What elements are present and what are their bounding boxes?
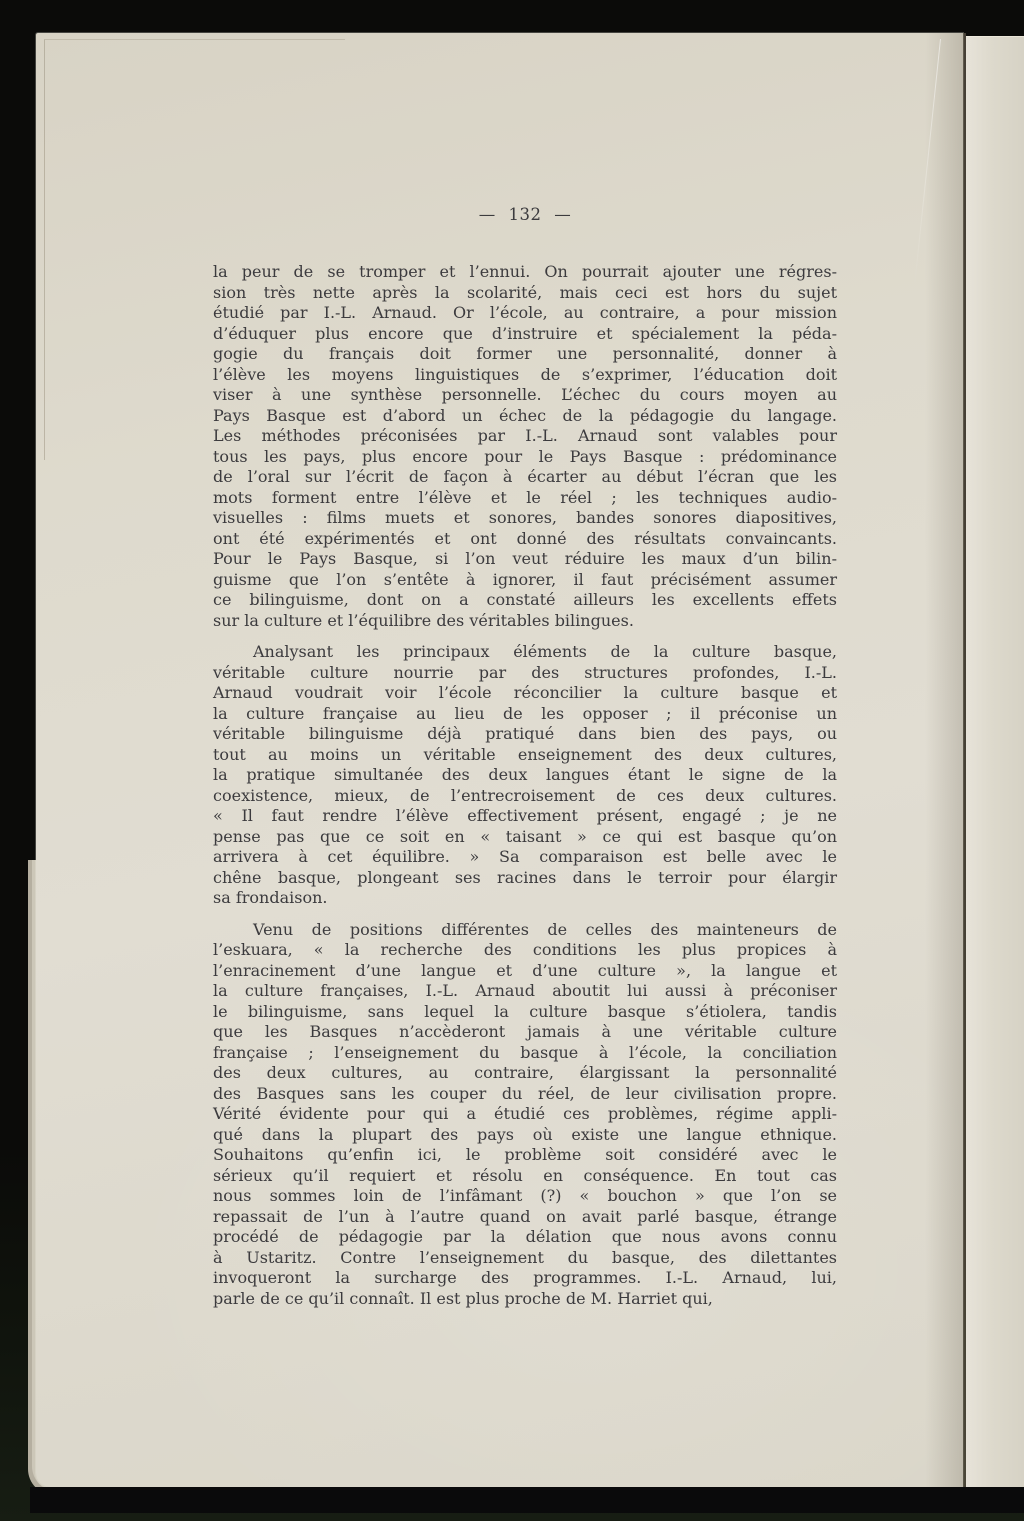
text-line: des Basques sans les couper du réel, de leur civilisation propre. bbox=[213, 1083, 837, 1103]
text-line: la pratique simultanée des deux langues étant le signe de la bbox=[213, 765, 837, 784]
text-line: l’élève les moyens linguistiques de s’exprimer, l’éducation doit bbox=[213, 364, 837, 384]
text-line: Venu de positions différentes de celles des mainteneurs de bbox=[253, 919, 837, 939]
text-line: sion très nette après la scolarité, mais ceci est hors du sujet bbox=[213, 282, 837, 302]
text-line: mots forment entre l’élève et le réel ; les techniques audio- bbox=[213, 487, 837, 507]
text-line: qué dans la plupart des pays où existe une langue ethnique. bbox=[213, 1124, 837, 1144]
text-line: Les méthodes préconisées par I.-L. Arnaud sont valables pour bbox=[213, 426, 837, 445]
text-line: sérieux qu’il requiert et résolu en conséquence. En tout cas bbox=[213, 1165, 837, 1185]
text-line: Pour le Pays Basque, si l’on veut réduire les maux d’un bilin- bbox=[213, 549, 837, 568]
text-line: l’enracinement d’une langue et d’une culture », la langue et bbox=[213, 960, 837, 980]
text-line: la culture françaises, I.-L. Arnaud aboutit lui aussi à préconiser bbox=[213, 981, 837, 1000]
text-line: coexistence, mieux, de l’entrecroisement de ces deux cultures. bbox=[213, 785, 837, 805]
right-page-edge bbox=[966, 36, 1024, 1493]
text-line: Pays Basque est d’abord un échec de la pédagogie du langage. bbox=[213, 405, 837, 425]
text-line: repassait de l’un à l’autre quand on avait parlé basque, étrange bbox=[213, 1206, 837, 1226]
text-line: que les Basques n’accèderont jamais à une véritable culture bbox=[213, 1022, 837, 1041]
text-line: l’eskuara, « la recherche des conditions les plus propices à bbox=[213, 940, 837, 959]
left-page bbox=[36, 33, 963, 1487]
text-line: viser à une synthèse personnelle. L’échec du cours moyen au bbox=[213, 385, 837, 404]
text-line: la peur de se tromper et l’ennui. On pourrait ajouter une régres- bbox=[213, 262, 837, 281]
text-line: gogie du français doit former une personnalité, donner à bbox=[213, 344, 837, 363]
text-line: invoqueront la surcharge des programmes. I.-L. Arnaud, lui, bbox=[213, 1268, 837, 1287]
text-line: tout au moins un véritable enseignement des deux cultures, bbox=[213, 744, 837, 764]
text-line: pense pas que ce soit en « taisant » ce qui est basque qu’on bbox=[213, 826, 837, 846]
text-line: ont été expérimentés et ont donné des résultats convaincants. bbox=[213, 528, 837, 548]
text-line: la culture française au lieu de les opposer ; il préconise un bbox=[213, 703, 837, 723]
text-line: nous sommes loin de l’infâmant (?) « bouchon » que l’on se bbox=[213, 1186, 837, 1205]
text-line: de l’oral sur l’écrit de façon à écarter au début l’écran que les bbox=[213, 467, 837, 486]
text-line: parle de ce qu’il connaît. Il est plus proche de M. Harriet qui, bbox=[213, 1288, 713, 1308]
text-line: Vérité évidente pour qui a étudié ces problèmes, régime appli- bbox=[213, 1104, 837, 1123]
text-line: à Ustaritz. Contre l’enseignement du basque, des dilettantes bbox=[213, 1247, 837, 1267]
text-line: le bilinguisme, sans lequel la culture basque s’étiolera, tandis bbox=[213, 1001, 837, 1021]
text-line: sur la culture et l’équilibre des véritables bilingues. bbox=[213, 610, 634, 630]
text-line: véritable bilinguisme déjà pratiqué dans bien des pays, ou bbox=[213, 724, 837, 743]
text-column bbox=[213, 262, 837, 1309]
paragraph bbox=[213, 262, 837, 631]
text-line: procédé de pédagogie par la délation que nous avons connu bbox=[213, 1227, 837, 1246]
text-line: d’éduquer plus encore que d’instruire et spécialement la péda- bbox=[213, 323, 837, 343]
page-number: — 132 — bbox=[478, 205, 572, 224]
gutter-shadow bbox=[925, 33, 963, 1487]
text-line: chêne basque, plongeant ses racines dans le terroir pour élargir bbox=[213, 867, 837, 887]
text-line: véritable culture nourrie par des structures profondes, I.-L. bbox=[213, 662, 837, 682]
paragraph bbox=[213, 642, 837, 909]
paragraph bbox=[213, 920, 837, 1310]
text-line: tous les pays, plus encore pour le Pays Basque : prédominance bbox=[213, 446, 837, 466]
text-line: ce bilinguisme, dont on a constaté ailleurs les excellents effets bbox=[213, 590, 837, 609]
text-line: étudié par I.-L. Arnaud. Or l’école, au contraire, a pour mission bbox=[213, 303, 837, 322]
text-line: Arnaud voudrait voir l’école réconcilier la culture basque et bbox=[213, 683, 837, 702]
text-line: visuelles : films muets et sonores, bandes sonores diapositives, bbox=[213, 508, 837, 527]
book-cover-edge bbox=[30, 1487, 1024, 1513]
text-line: des deux cultures, au contraire, élargissant la personnalité bbox=[213, 1063, 837, 1082]
text-line: arrivera à cet équilibre. » Sa comparaison est belle avec le bbox=[213, 847, 837, 866]
text-line: guisme que l’on s’entête à ignorer, il faut précisément assumer bbox=[213, 569, 837, 589]
text-line: Souhaitons qu’enfin ici, le problème soit considéré avec le bbox=[213, 1145, 837, 1164]
text-line: sa frondaison. bbox=[213, 888, 328, 907]
text-line: Analysant les principaux éléments de la culture basque, bbox=[253, 642, 837, 661]
text-line: française ; l’enseignement du basque à l’école, la conciliation bbox=[213, 1042, 837, 1062]
text-line: « Il faut rendre l’élève effectivement présent, engagé ; je ne bbox=[213, 806, 837, 825]
